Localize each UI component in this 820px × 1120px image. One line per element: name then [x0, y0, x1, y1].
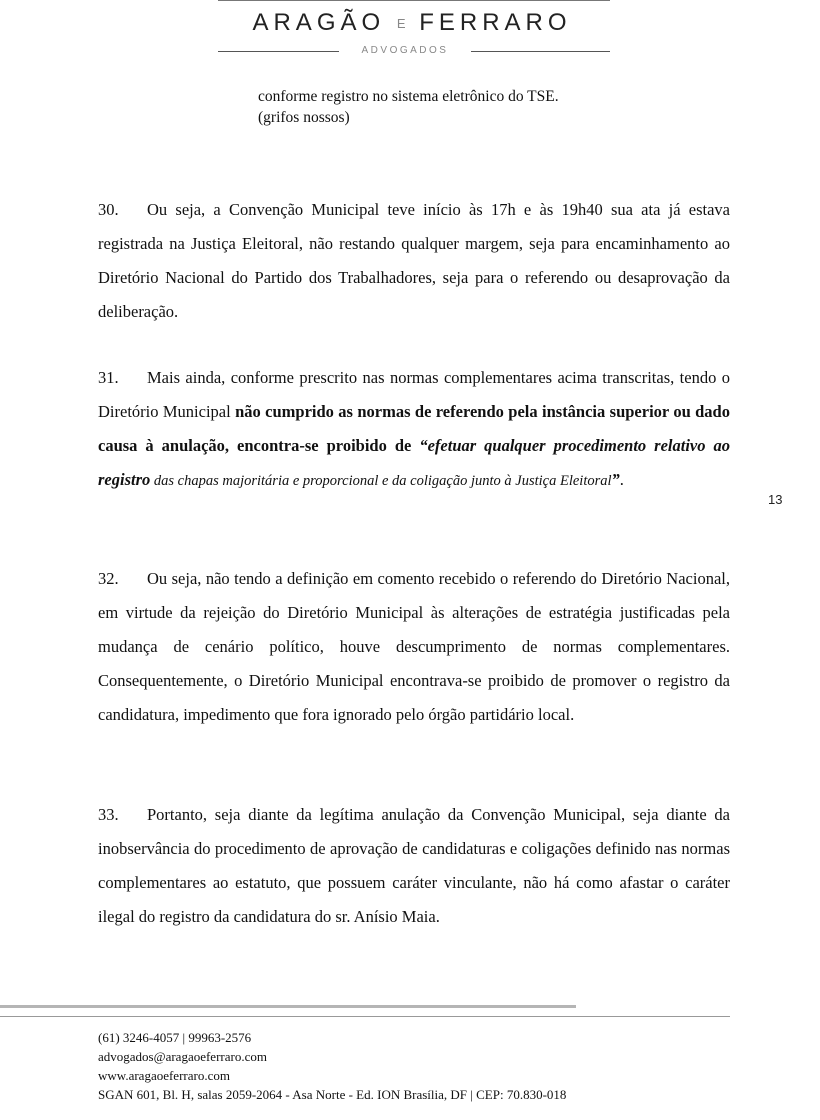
footer-rule-thin	[0, 1016, 730, 1017]
letterhead-top-rule	[218, 0, 610, 1]
paragraph-text: Ou seja, não tendo a definição em comento recebido o referendo do Diretório Nacional, em virtude da rejeição do Diretório Municipal às alterações de estratégia justificadas pela mudança de cenário político, houve descumprimento de normas complementares. Consequentemente, o Diretório Municipal encontrava-se proibido de promover o registro da candidatura, impedimento que fora ignorado pelo órgão partidário local.	[98, 569, 730, 724]
paragraph-number: 32.	[98, 569, 119, 588]
paragraph-bold-italic-text: “efetuar qualquer procedimento relativo ao registro	[98, 436, 730, 489]
firm-name-part1: ARAGÃO	[252, 9, 386, 36]
paragraph-text: Portanto, seja diante da legítima anulação da Convenção Municipal, seja diante da inobservância do procedimento de aprovação de candidaturas e coligações definido nas normas complementares ao estatuto, que possuem caráter vinculante, não há como afastar o caráter ilegal do registro da candidatura do sr. Anísio Maia.	[98, 805, 730, 926]
paragraph-italic-text: das chapas majoritária e proporcional e da coligação junto à Justiça Eleitoral	[150, 473, 612, 489]
quote-tail-line: conforme registro no sistema eletrônico do TSE.	[258, 88, 559, 105]
letterhead-rule-left	[218, 51, 339, 52]
firm-subtitle: ADVOGADOS	[361, 45, 449, 56]
footer-address: SGAN 601, Bl. H, salas 2059-2064 - Asa Norte - Ed. ION Brasília, DF | CEP: 70.830-018	[98, 1087, 567, 1102]
paragraph-30	[98, 193, 730, 329]
paragraph-period: .	[619, 470, 624, 489]
footer	[98, 1028, 566, 1104]
paragraph-number: 33.	[98, 805, 119, 824]
firm-name-part2: FERRARO	[419, 9, 572, 36]
paragraph-text: Mais ainda, conforme prescrito nas normas complementares acima transcritas, tendo o Diretório Municipal	[98, 368, 730, 421]
paragraph-number: 31.	[98, 368, 119, 387]
firm-name-ampersand: E	[396, 16, 408, 31]
paragraph-32	[98, 562, 730, 732]
footer-website: www.aragaoeferraro.com	[98, 1068, 230, 1083]
letterhead-rule-right	[471, 51, 610, 52]
page-number: 13	[768, 492, 783, 507]
firm-name	[212, 9, 612, 37]
paragraph-text: Ou seja, a Convenção Municipal teve início às 17h e às 19h40 sua ata já estava registrada na Justiça Eleitoral, não restando qualquer margem, seja para encaminhamento ao Diretório Nacional do Partido dos Trabalhadores, seja para o referendo ou desaprovação da deliberação.	[98, 200, 730, 321]
paragraph-closing-quote: ”	[611, 470, 620, 489]
paragraph-31	[98, 361, 730, 498]
footer-phone: (61) 3246-4057 | 99963-2576	[98, 1030, 252, 1045]
paragraph-number: 30.	[98, 200, 119, 219]
quote-tail	[258, 86, 559, 128]
footer-rule-thick	[0, 1005, 576, 1008]
quote-tail-note: (grifos nossos)	[258, 109, 350, 126]
paragraph-bold-text: não cumprido as normas de referendo pela instância superior ou dado causa à anulação, encontra-se proibido de	[98, 402, 730, 455]
footer-email: advogados@aragaoeferraro.com	[98, 1049, 267, 1064]
paragraph-33	[98, 798, 730, 934]
